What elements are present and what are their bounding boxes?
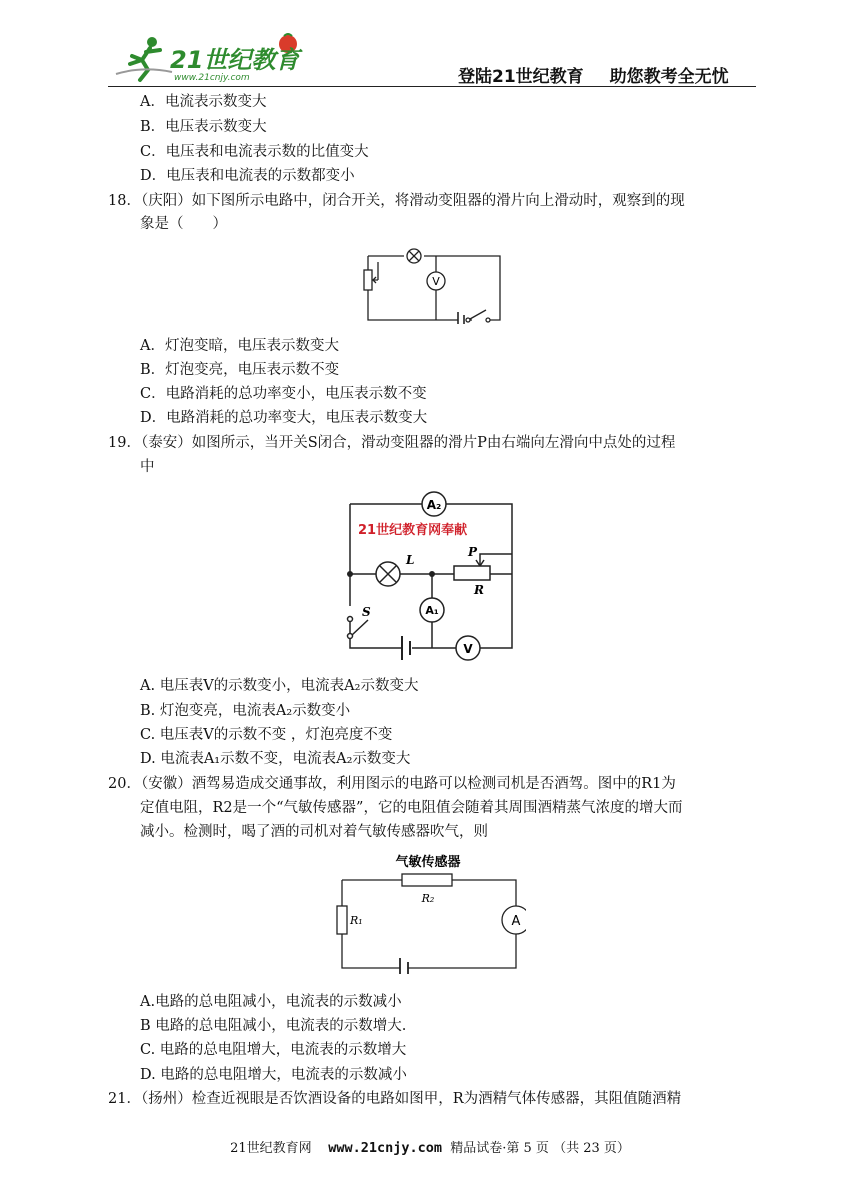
q20-ammeter-label: A bbox=[511, 914, 521, 929]
q20-circuit-diagram bbox=[336, 850, 526, 974]
q18-option-c: C．电路消耗的总功率变小，电压表示数不变 bbox=[140, 386, 427, 402]
slogan-help: 助您教考全无忧 bbox=[609, 67, 729, 87]
q20-r1-label: R₁ bbox=[350, 914, 363, 927]
q17-option-a: A．电流表示数变大 bbox=[140, 94, 267, 110]
q20-stem-line2: 定值电阻，R2是一个“气敏传感器”，它的电阻值会随着其周围酒精蒸气浓度的增大而 bbox=[140, 800, 683, 816]
q19-slider-label: P bbox=[468, 545, 478, 559]
q20-stem-line3: 减小。检测时，喝了酒的司机对着气敏传感器吹气，则 bbox=[140, 824, 488, 840]
q17-option-c: C．电压表和电流表示数的比值变大 bbox=[140, 144, 369, 160]
site-logo bbox=[112, 30, 312, 86]
footer-site-name: 21世纪教育网 bbox=[230, 1141, 312, 1156]
running-figure-icon bbox=[116, 37, 172, 80]
footer-site-url: www.21cnjy.com bbox=[328, 1140, 442, 1156]
header-slogan bbox=[458, 62, 729, 87]
q19-a2-label: A₂ bbox=[426, 498, 442, 512]
q20-option-a: A.电路的总电阻减小，电流表的示数减小 bbox=[140, 994, 402, 1010]
q21-stem-line1: 21．（扬州）检查近视眼是否饮酒设备的电路如图甲，R为酒精气体传感器，其阻值随酒精 bbox=[108, 1091, 682, 1107]
q17-option-d: D．电压表和电流表的示数都变小 bbox=[140, 168, 355, 184]
slogan-login: 登陆21世纪教育 bbox=[458, 67, 584, 87]
q18-option-a: A．灯泡变暗，电压表示数变大 bbox=[140, 338, 339, 354]
q18-option-b: B．灯泡变亮，电压表示数不变 bbox=[140, 362, 340, 378]
q20-r2-label: R₂ bbox=[421, 892, 435, 905]
q18-voltmeter-label: V bbox=[432, 275, 440, 288]
q20-option-c: C. 电路的总电阻增大，电流表的示数增大 bbox=[140, 1042, 407, 1058]
q19-option-c: C. 电压表V的示数不变 ，灯泡亮度不变 bbox=[140, 727, 393, 743]
q18-circuit-diagram bbox=[360, 242, 510, 324]
q17-option-b: B．电压表示数变大 bbox=[140, 119, 267, 135]
q19-voltmeter-label: V bbox=[463, 642, 473, 656]
q19-switch-label: S bbox=[362, 605, 371, 619]
rheostat-symbol bbox=[454, 566, 490, 580]
q19-option-b: B. 灯泡变亮，电流表A₂示数变小 bbox=[140, 703, 351, 719]
q19-option-a: A. 电压表V的示数变小，电流表A₂示数变大 bbox=[140, 678, 419, 694]
q20-stem-line1: 20．（安徽）酒驾易造成交通事故，利用图示的电路可以检测司机是否酒驾。图中的R1为 bbox=[108, 776, 676, 792]
q18-stem-line2: 象是（ ） bbox=[140, 216, 227, 232]
q19-circuit-diagram bbox=[340, 486, 520, 666]
q19-lamp-label: L bbox=[406, 553, 415, 567]
q20-sensor-title: 气敏传感器 bbox=[395, 855, 461, 870]
q19-resistor-label: R bbox=[474, 583, 484, 597]
footer-page-info: 精品试卷·第 5 页 （共 23 页） bbox=[450, 1141, 630, 1156]
q19-stem-line1: 19．（泰安）如图所示，当开关S闭合，滑动变阻器的滑片P由右端向左滑向中点处的过程 bbox=[108, 435, 676, 451]
q20-option-b: B 电路的总电阻减小，电流表的示数增大. bbox=[140, 1018, 407, 1034]
logo-text: 21世纪教育 bbox=[170, 46, 300, 74]
logo-url: www.21cnjy.com bbox=[174, 73, 250, 83]
q19-option-d: D. 电流表A₁示数不变，电流表A₂示数变大 bbox=[140, 751, 411, 767]
q19-watermark: 21世纪教育网奉献 bbox=[358, 523, 468, 538]
q18-option-d: D．电路消耗的总功率变大，电压表示数变大 bbox=[140, 410, 428, 426]
header-divider bbox=[108, 86, 756, 87]
q19-a1-label: A₁ bbox=[425, 604, 439, 617]
page-footer bbox=[0, 1137, 860, 1156]
resistor-r1-symbol bbox=[337, 906, 347, 934]
gas-sensor-r2-symbol bbox=[402, 874, 452, 886]
q19-stem-line2: 中 bbox=[140, 459, 155, 475]
q18-stem-line1: 18．（庆阳）如下图所示电路中，闭合开关，将滑动变阻器的滑片向上滑动时，观察到的现 bbox=[108, 193, 685, 209]
rheostat-symbol bbox=[364, 270, 372, 290]
q20-option-d: D. 电路的总电阻增大，电流表的示数减小 bbox=[140, 1067, 407, 1083]
